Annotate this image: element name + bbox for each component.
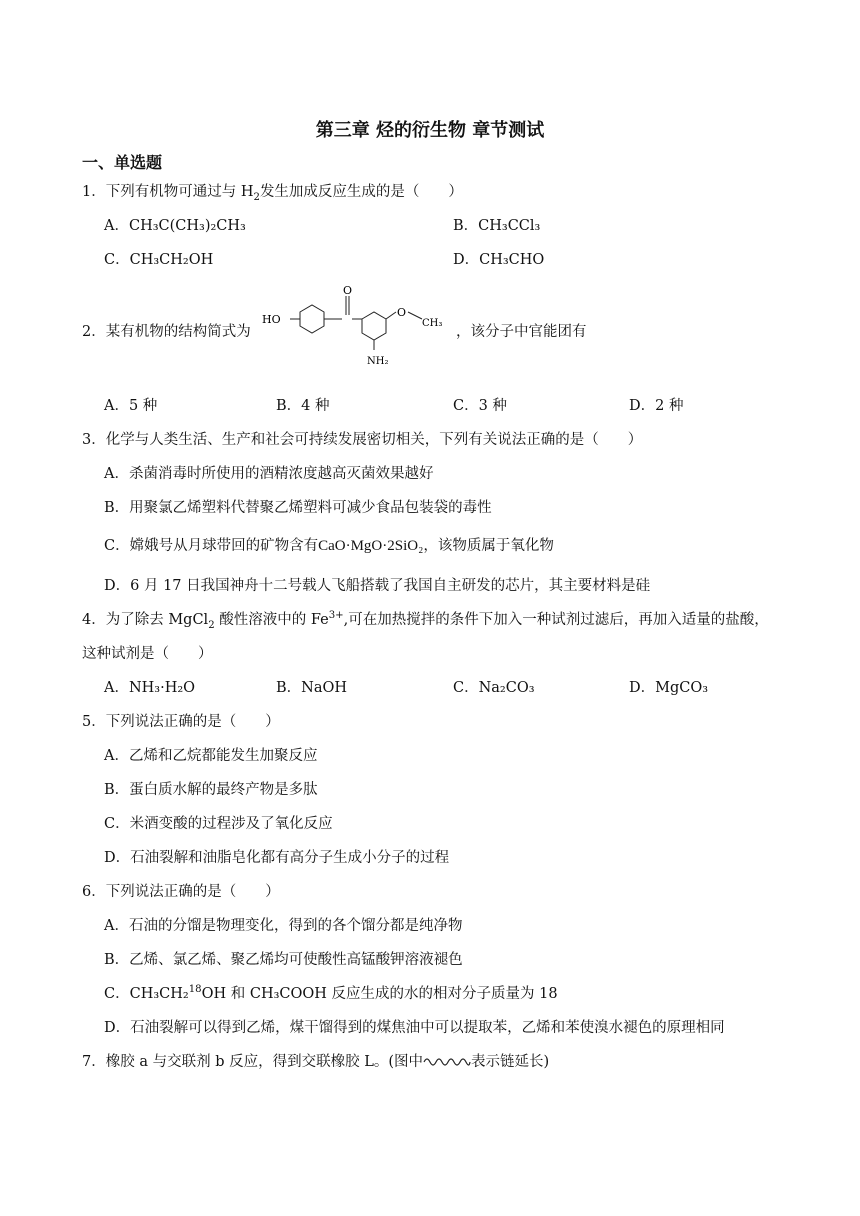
q2-option-a: A．5 种: [104, 398, 158, 414]
q5-option-b: B．蛋白质水解的最终产物是多肽: [104, 782, 318, 798]
q4-option-c: C．Na₂CO₃: [453, 680, 535, 696]
q1-stem-text: 1．下列有机物可通过与 H: [82, 184, 254, 200]
q4-stem-sup: 3+: [328, 610, 344, 622]
wavy-chain-icon: [423, 1056, 471, 1068]
q3-option-b: B．用聚氯乙烯塑料代替聚乙烯塑料可减少食品包装袋的毒性: [104, 500, 492, 516]
q2-option-c: C．3 种: [453, 398, 507, 414]
q1-option-b: B．CH₃CCl₃: [453, 218, 541, 234]
q1-stem-text-2: 发生加成反应生成的是（ ）: [259, 184, 463, 200]
question-6-stem: 6．下列说法正确的是（ ）: [82, 884, 280, 900]
question-4-stem-line2: 这种试剂是（ ）: [82, 646, 213, 662]
q7-stem-text-2: 表示链延长): [470, 1054, 550, 1070]
question-3-stem: 3．化学与人类生活、生产和社会可持续发展密切相关，下列有关说法正确的是（ ）: [82, 432, 643, 448]
q2-option-d: D．2 种: [629, 398, 684, 414]
struct-ho-label: HO: [262, 313, 281, 326]
q6-option-b: B．乙烯、氯乙烯、聚乙烯均可使酸性高锰酸钾溶液褪色: [104, 952, 463, 968]
q3-option-c-formula: CaO·MgO·2SiO₂: [318, 538, 424, 554]
q3-option-c-text-2: ，该物质属于氧化物: [423, 538, 554, 554]
q4-stem-sub: 2: [208, 619, 215, 631]
section-heading: 一、单选题: [82, 153, 163, 172]
struct-o-ether-label: O: [397, 306, 407, 319]
question-2-stem-b: ，该分子中官能团有: [456, 324, 587, 340]
q5-option-a: A．乙烯和乙烷都能发生加聚反应: [104, 748, 318, 764]
struct-ch3-label: CH₃: [422, 318, 443, 329]
q6-option-c: [104, 982, 558, 1003]
q3-option-c: [104, 534, 554, 555]
q4-option-a: A．NH₃·H₂O: [104, 680, 196, 696]
q1-option-a: A．CH₃C(CH₃)₂CH₃: [104, 218, 246, 234]
struct-o-carbonyl-label: O: [343, 284, 353, 297]
q3-option-d: D．6 月 17 日我国神舟十二号载人飞船搭载了我国自主研发的芯片，其主要材料是硅: [104, 578, 651, 594]
q6-option-d: D．石油裂解可以得到乙烯，煤干馏得到的煤焦油中可以提取苯，乙烯和苯使溴水褪色的原理相同: [104, 1020, 725, 1036]
q6-option-c-sup: 18: [188, 984, 202, 996]
q4-option-d: D．MgCO₃: [629, 680, 709, 696]
q2-option-b: B．4 种: [276, 398, 330, 414]
q4-stem-text-2: 酸性溶液中的 Fe: [214, 612, 329, 628]
q5-option-c: C．米酒变酸的过程涉及了氧化反应: [104, 816, 333, 832]
q4-option-b: B．NaOH: [276, 680, 348, 696]
q6-option-a: A．石油的分馏是物理变化，得到的各个馏分都是纯净物: [104, 918, 463, 934]
page-title: 第三章 烃的衍生物 章节测试: [315, 120, 545, 141]
q4-stem-text: 4．为了除去 MgCl: [82, 612, 209, 628]
question-1-stem: [82, 180, 463, 201]
question-5-stem: 5．下列说法正确的是（ ）: [82, 714, 280, 730]
q3-option-a: A．杀菌消毒时所使用的酒精浓度越高灭菌效果越好: [104, 466, 434, 482]
struct-nh2-label: NH₂: [367, 356, 389, 367]
q3-option-c-text: C．嫦娥号从月球带回的矿物含有: [104, 538, 319, 554]
question-7-stem: [82, 1050, 549, 1071]
q6-option-c-text: C．CH₃CH₂: [104, 986, 189, 1002]
question-2-stem-a: 2．某有机物的结构简式为: [82, 324, 251, 340]
q1-option-d: D．CH₃CHO: [453, 252, 545, 268]
q1-stem-sub: 2: [253, 191, 260, 203]
question-4-stem: [82, 608, 769, 629]
q5-option-d: D．石油裂解和油脂皂化都有高分子生成小分子的过程: [104, 850, 450, 866]
structural-formula-diagram: [262, 282, 458, 372]
q7-stem-text: 7．橡胶 a 与交联剂 b 反应，得到交联橡胶 L。(图中: [82, 1054, 423, 1070]
q4-stem-text-3: ,可在加热搅拌的条件下加入一种试剂过滤后，再加入适量的盐酸，: [343, 612, 769, 628]
q1-option-c: C．CH₃CH₂OH: [104, 252, 214, 268]
q6-option-c-text-2: OH 和 CH₃COOH 反应生成的水的相对分子质量为 18: [201, 986, 558, 1002]
